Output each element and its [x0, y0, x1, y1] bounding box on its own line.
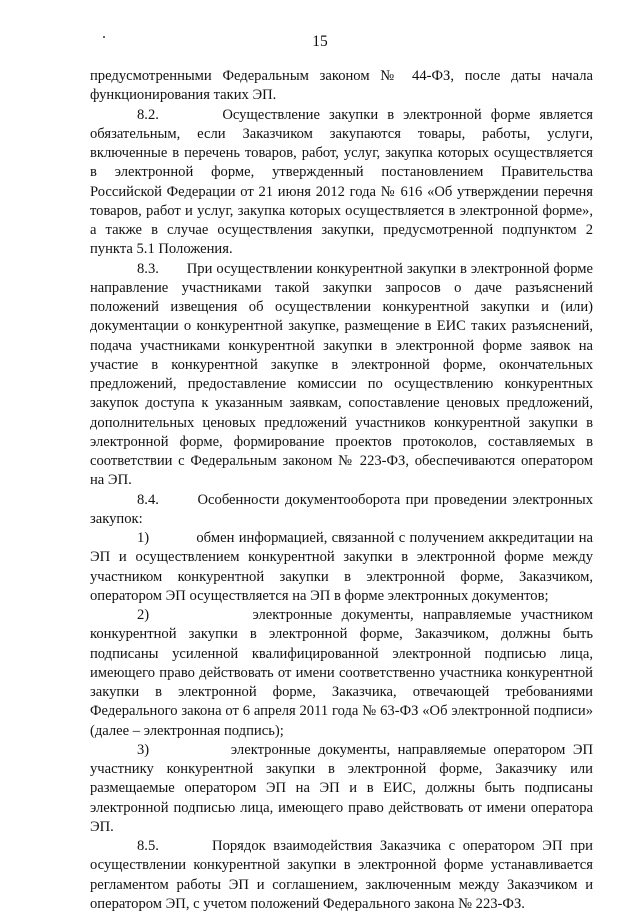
list-item-1: 1) обмен информацией, связанной с получением аккредитации на ЭП и осуществлением конкурентной закупки в электронной форме между участником конкурентной закупки в электронной форме, Заказчиком, оператором ЭП осуществляется на ЭП в форме электронных документов; [90, 530, 593, 604]
paragraph-8-4: 8.4. Особенности документооборота при проведении электронных закупок: [90, 491, 593, 527]
paragraph-8-5: 8.5. Порядок взаимодействия Заказчика с оператором ЭП при осуществлении конкурентной закупки в электронной форме устанавливается регламентом работы ЭП и соглашением, заключенным между Заказчиком и оператором ЭП, с учетом положений Федерального закона № 223-ФЗ. [90, 838, 593, 912]
document-body [90, 67, 593, 914]
paragraph-8-3: 8.3. При осуществлении конкурентной закупки в электронной форме направление участниками такой закупки запросов о даче разъяснений положений извещения об осуществлении конкурентной закупки и (или) документации о конкурентной закупке, размещение в ЕИС таких разъяснений, подача участниками конкурентной закупки в электронной форме заявок на участие в конкурентной закупке в электронной форме, окончательных предложений, предоставление комиссии по осуществлению конкурентных закупок доступа к указанным заявкам, сопоставление ценовых предложений, дополнительных ценовых предложений участников конкурентной закупки в электронной форме, формирование проектов протоколов, составляемых в соответствии с Федеральным законом № 223-ФЗ, обеспечиваются оператором на ЭП. [90, 260, 593, 489]
paragraph-8-2: 8.2. Осуществление закупки в электронной форме является обязательным, если Заказчиком закупаются товары, работы, услуги, включенные в перечень товаров, работ, услуг, закупка которых осуществляется в электронной форме, утвержденный постановлением Правительства Российской Федерации от 21 июня 2012 года № 616 «Об утверждении перечня товаров, работ и услуг, закупка которых осуществляется в электронной форме», а также в случае осуществления закупки, предусмотренной подпунктом 2 пункта 5.1 Положения. [90, 106, 593, 258]
page-number: 15 [312, 33, 328, 50]
list-item-3: 3) электронные документы, направляемые оператором ЭП участнику конкурентной закупки в электронной форме, Заказчику или размещаемые оператором ЭП на ЭП и в ЕИС, должны быть подписаны электронной подписью лица, имеющего право действовать от имени оператора ЭП. [90, 741, 593, 835]
list-item-2: 2) электронные документы, направляемые участником конкурентной закупки в электронной форме, Заказчиком, должны быть подписаны усиленной квалифицированной электронной подписью лица, имеющего право действовать от имени соответственно участника конкурентной закупки в электронной форме, Заказчика, отвечающей требованиями Федерального закона от 6 апреля 2011 года № 63-ФЗ «Об электронной подписи» (далее – электронная подпись); [90, 607, 593, 739]
paragraph-continuation: предусмотренными Федеральным законом № 44-ФЗ, после даты начала функционирования таких ЭП. [90, 68, 593, 104]
